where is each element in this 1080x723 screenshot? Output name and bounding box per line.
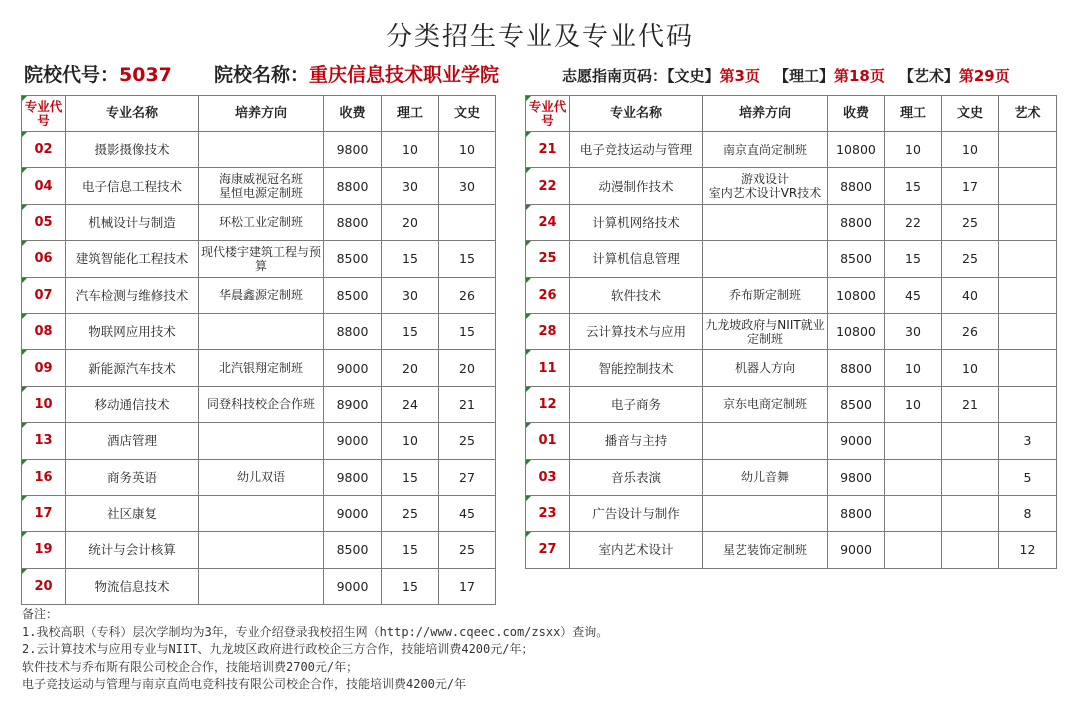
cell-code: 16: [22, 459, 66, 495]
guide-ligong-label: 【理工】: [773, 67, 834, 85]
table-row: [526, 241, 1057, 277]
page-title: 分类招生专业及专业代码: [385, 22, 694, 52]
table-row: [22, 168, 496, 204]
cell-fee: 10800: [828, 132, 885, 168]
cell-ligong: 25: [382, 495, 439, 531]
cell-fee: 8800: [324, 313, 382, 349]
cell-yishu: [999, 241, 1057, 277]
table-row: [526, 168, 1057, 204]
cell-name: 商务英语: [66, 459, 199, 495]
cell-yishu: [999, 132, 1057, 168]
cell-wenshi: 10: [942, 132, 999, 168]
cell-fee: 10800: [828, 277, 885, 313]
cell-ligong: [885, 495, 942, 531]
cell-code: 19: [22, 532, 66, 568]
header-name: 专业名称: [66, 96, 199, 132]
school-code: 5037: [119, 64, 172, 86]
cell-direction: 幼儿音舞: [703, 459, 828, 495]
cell-name: 云计算技术与应用: [570, 313, 703, 349]
cell-code: 01: [526, 423, 570, 459]
cell-code: 07: [22, 277, 66, 313]
cell-fee: 9000: [324, 423, 382, 459]
note-line: 软件技术与乔布斯有限公司校企合作，技能培训费2700元/年；: [22, 659, 359, 674]
left-header-row: [22, 96, 496, 132]
cell-yishu: [999, 277, 1057, 313]
cell-direction: [199, 532, 324, 568]
cell-wenshi: 26: [942, 313, 999, 349]
cell-name: 软件技术: [570, 277, 703, 313]
table-row: [22, 568, 496, 604]
note-line: 1.我校高职（专科）层次学制均为3年，专业介绍登录我校招生网（http://www.cqeec.com/zsxx）查询。: [22, 624, 609, 639]
cell-fee: 8500: [828, 386, 885, 422]
cell-ligong: 15: [382, 459, 439, 495]
table-row: [22, 459, 496, 495]
cell-direction: 北汽银翔定制班: [199, 350, 324, 386]
cell-direction: [703, 241, 828, 277]
cell-ligong: 15: [382, 568, 439, 604]
cell-code: 17: [22, 495, 66, 531]
cell-direction: [199, 495, 324, 531]
cell-code: 09: [22, 350, 66, 386]
cell-fee: 8500: [324, 241, 382, 277]
cell-yishu: 12: [999, 532, 1057, 568]
cell-wenshi: 25: [942, 204, 999, 240]
table-row: [22, 241, 496, 277]
cell-fee: 8500: [324, 532, 382, 568]
header-code: 专业代号: [526, 96, 570, 132]
cell-wenshi: 40: [942, 277, 999, 313]
table-row: [22, 495, 496, 531]
right-major-table: [525, 95, 1057, 569]
cell-code: 04: [22, 168, 66, 204]
header-fee: 收费: [828, 96, 885, 132]
cell-direction: 游戏设计 室内艺术设计VR技术: [703, 168, 828, 204]
table-row: [22, 132, 496, 168]
cell-wenshi: 45: [439, 495, 496, 531]
table-row: [22, 350, 496, 386]
cell-name: 电子商务: [570, 386, 703, 422]
cell-name: 计算机信息管理: [570, 241, 703, 277]
cell-direction: 星艺装饰定制班: [703, 532, 828, 568]
cell-code: 11: [526, 350, 570, 386]
cell-fee: 9800: [324, 459, 382, 495]
cell-name: 机械设计与制造: [66, 204, 199, 240]
cell-yishu: [999, 168, 1057, 204]
cell-wenshi: 10: [439, 132, 496, 168]
table-row: [526, 132, 1057, 168]
right-header-row: [526, 96, 1057, 132]
cell-yishu: [999, 350, 1057, 386]
table-row: [526, 204, 1057, 240]
table-row: [526, 495, 1057, 531]
cell-name: 电子竞技运动与管理: [570, 132, 703, 168]
cell-wenshi: 25: [439, 532, 496, 568]
cell-wenshi: 27: [439, 459, 496, 495]
cell-ligong: 24: [382, 386, 439, 422]
cell-code: 05: [22, 204, 66, 240]
table-row: [22, 532, 496, 568]
guide-ligong-page: 第18页: [833, 67, 885, 85]
guide-wenshi-label: 【文史】: [667, 67, 720, 85]
cell-name: 播音与主持: [570, 423, 703, 459]
cell-wenshi: 15: [439, 241, 496, 277]
header-direction: 培养方向: [199, 96, 324, 132]
cell-direction: 华晨鑫源定制班: [199, 277, 324, 313]
cell-name: 智能控制技术: [570, 350, 703, 386]
note-line: 电子竞技运动与管理与南京直尚电竞科技有限公司校企合作，技能培训费4200元/年: [22, 677, 467, 691]
cell-fee: 8800: [828, 495, 885, 531]
cell-name: 动漫制作技术: [570, 168, 703, 204]
cell-name: 酒店管理: [66, 423, 199, 459]
cell-code: 22: [526, 168, 570, 204]
guide-wenshi-page: 第3页: [719, 67, 760, 85]
cell-direction: [703, 495, 828, 531]
cell-direction: 乔布斯定制班: [703, 277, 828, 313]
cell-ligong: [885, 532, 942, 568]
cell-fee: 8500: [828, 241, 885, 277]
cell-fee: 8900: [324, 386, 382, 422]
cell-direction: 海康威视冠名班 星恒电源定制班: [199, 168, 324, 204]
cell-wenshi: 20: [439, 350, 496, 386]
cell-ligong: 22: [885, 204, 942, 240]
header-code: 专业代号: [22, 96, 66, 132]
cell-fee: 8800: [324, 168, 382, 204]
cell-yishu: [999, 386, 1057, 422]
table-row: [22, 423, 496, 459]
cell-yishu: [999, 313, 1057, 349]
cell-direction: 机器人方向: [703, 350, 828, 386]
cell-name: 建筑智能化工程技术: [66, 241, 199, 277]
cell-name: 摄影摄像技术: [66, 132, 199, 168]
cell-ligong: 10: [382, 132, 439, 168]
cell-wenshi: 17: [439, 568, 496, 604]
cell-code: 24: [526, 204, 570, 240]
cell-code: 25: [526, 241, 570, 277]
cell-name: 社区康复: [66, 495, 199, 531]
school-code-line: [24, 62, 172, 88]
note-line: 2.云计算技术与应用专业与NIIT、九龙坡区政府进行政校企三方合作，技能培训费4200元/年；: [22, 642, 534, 656]
cell-code: 02: [22, 132, 66, 168]
cell-code: 26: [526, 277, 570, 313]
cell-wenshi: [942, 423, 999, 459]
cell-name: 物流信息技术: [66, 568, 199, 604]
guide-label: 志愿指南页码：: [562, 67, 668, 85]
cell-direction: 环松工业定制班: [199, 204, 324, 240]
cell-ligong: 10: [885, 386, 942, 422]
cell-name: 计算机网络技术: [570, 204, 703, 240]
cell-wenshi: [439, 204, 496, 240]
table-row: [526, 277, 1057, 313]
cell-direction: [199, 423, 324, 459]
cell-ligong: 20: [382, 204, 439, 240]
cell-code: 28: [526, 313, 570, 349]
cell-wenshi: 10: [942, 350, 999, 386]
cell-yishu: 5: [999, 459, 1057, 495]
cell-direction: 现代楼宇建筑工程与预算: [199, 241, 324, 277]
cell-code: 08: [22, 313, 66, 349]
cell-name: 音乐表演: [570, 459, 703, 495]
cell-direction: 同登科技校企合作班: [199, 386, 324, 422]
cell-code: 27: [526, 532, 570, 568]
table-row: [22, 204, 496, 240]
cell-fee: 8500: [324, 277, 382, 313]
cell-ligong: 15: [382, 532, 439, 568]
cell-fee: 8800: [324, 204, 382, 240]
cell-name: 室内艺术设计: [570, 532, 703, 568]
cell-wenshi: [942, 459, 999, 495]
cell-ligong: 15: [382, 241, 439, 277]
cell-fee: 9000: [324, 350, 382, 386]
cell-direction: [199, 132, 324, 168]
cell-ligong: 30: [885, 313, 942, 349]
cell-ligong: 15: [885, 241, 942, 277]
table-row: [22, 313, 496, 349]
cell-yishu: 3: [999, 423, 1057, 459]
cell-code: 23: [526, 495, 570, 531]
cell-code: 10: [22, 386, 66, 422]
table-row: [526, 459, 1057, 495]
cell-wenshi: 21: [439, 386, 496, 422]
school-name-label: 院校名称：: [214, 64, 310, 86]
table-row: [22, 277, 496, 313]
cell-ligong: 30: [382, 277, 439, 313]
cell-ligong: 15: [382, 313, 439, 349]
cell-fee: 9000: [324, 568, 382, 604]
cell-fee: 9000: [828, 532, 885, 568]
cell-yishu: 8: [999, 495, 1057, 531]
table-row: [526, 423, 1057, 459]
cell-code: 21: [526, 132, 570, 168]
cell-code: 20: [22, 568, 66, 604]
table-row: [22, 386, 496, 422]
header-fee: 收费: [324, 96, 382, 132]
cell-name: 广告设计与制作: [570, 495, 703, 531]
cell-wenshi: 25: [439, 423, 496, 459]
cell-code: 13: [22, 423, 66, 459]
cell-direction: [199, 313, 324, 349]
cell-code: 06: [22, 241, 66, 277]
cell-direction: 京东电商定制班: [703, 386, 828, 422]
cell-wenshi: 21: [942, 386, 999, 422]
cell-fee: 9000: [828, 423, 885, 459]
cell-yishu: [999, 204, 1057, 240]
cell-fee: 8800: [828, 350, 885, 386]
cell-name: 新能源汽车技术: [66, 350, 199, 386]
school-code-label: 院校代号：: [24, 64, 120, 86]
cell-direction: [199, 568, 324, 604]
cell-fee: 9800: [828, 459, 885, 495]
header-wenshi: 文史: [942, 96, 999, 132]
header-wenshi: 文史: [439, 96, 496, 132]
header-yishu: 艺术: [999, 96, 1057, 132]
header-ligong: 理工: [885, 96, 942, 132]
cell-wenshi: 26: [439, 277, 496, 313]
cell-wenshi: [942, 495, 999, 531]
cell-wenshi: [942, 532, 999, 568]
cell-code: 03: [526, 459, 570, 495]
cell-fee: 8800: [828, 204, 885, 240]
cell-wenshi: 15: [439, 313, 496, 349]
guide-yishu-label: 【艺术】: [898, 67, 959, 85]
cell-name: 物联网应用技术: [66, 313, 199, 349]
table-row: [526, 386, 1057, 422]
cell-ligong: [885, 459, 942, 495]
cell-direction: 九龙坡政府与NIIT就业定制班: [703, 313, 828, 349]
cell-direction: [703, 423, 828, 459]
cell-wenshi: 17: [942, 168, 999, 204]
table-row: [526, 350, 1057, 386]
cell-direction: [703, 204, 828, 240]
cell-ligong: 30: [382, 168, 439, 204]
school-name-line: [214, 62, 499, 88]
guide-pages-line: [562, 63, 1010, 89]
table-row: [526, 313, 1057, 349]
cell-fee: 9800: [324, 132, 382, 168]
header-name: 专业名称: [570, 96, 703, 132]
school-name: 重庆信息技术职业学院: [309, 64, 500, 86]
cell-direction: 幼儿双语: [199, 459, 324, 495]
cell-wenshi: 30: [439, 168, 496, 204]
notes-section: [22, 606, 1062, 694]
cell-ligong: [885, 423, 942, 459]
cell-fee: 8800: [828, 168, 885, 204]
cell-wenshi: 25: [942, 241, 999, 277]
table-row: [526, 532, 1057, 568]
cell-ligong: 45: [885, 277, 942, 313]
left-major-table: [21, 95, 496, 605]
note-line: 备注：: [22, 607, 59, 621]
cell-name: 汽车检测与维修技术: [66, 277, 199, 313]
cell-ligong: 20: [382, 350, 439, 386]
cell-name: 电子信息工程技术: [66, 168, 199, 204]
cell-ligong: 10: [885, 132, 942, 168]
cell-direction: 南京直尚定制班: [703, 132, 828, 168]
cell-name: 移动通信技术: [66, 386, 199, 422]
header-ligong: 理工: [382, 96, 439, 132]
cell-ligong: 10: [885, 350, 942, 386]
cell-name: 统计与会计核算: [66, 532, 199, 568]
guide-yishu-page: 第29页: [958, 67, 1010, 85]
cell-ligong: 15: [885, 168, 942, 204]
cell-code: 12: [526, 386, 570, 422]
cell-fee: 10800: [828, 313, 885, 349]
cell-ligong: 10: [382, 423, 439, 459]
header-direction: 培养方向: [703, 96, 828, 132]
cell-fee: 9000: [324, 495, 382, 531]
